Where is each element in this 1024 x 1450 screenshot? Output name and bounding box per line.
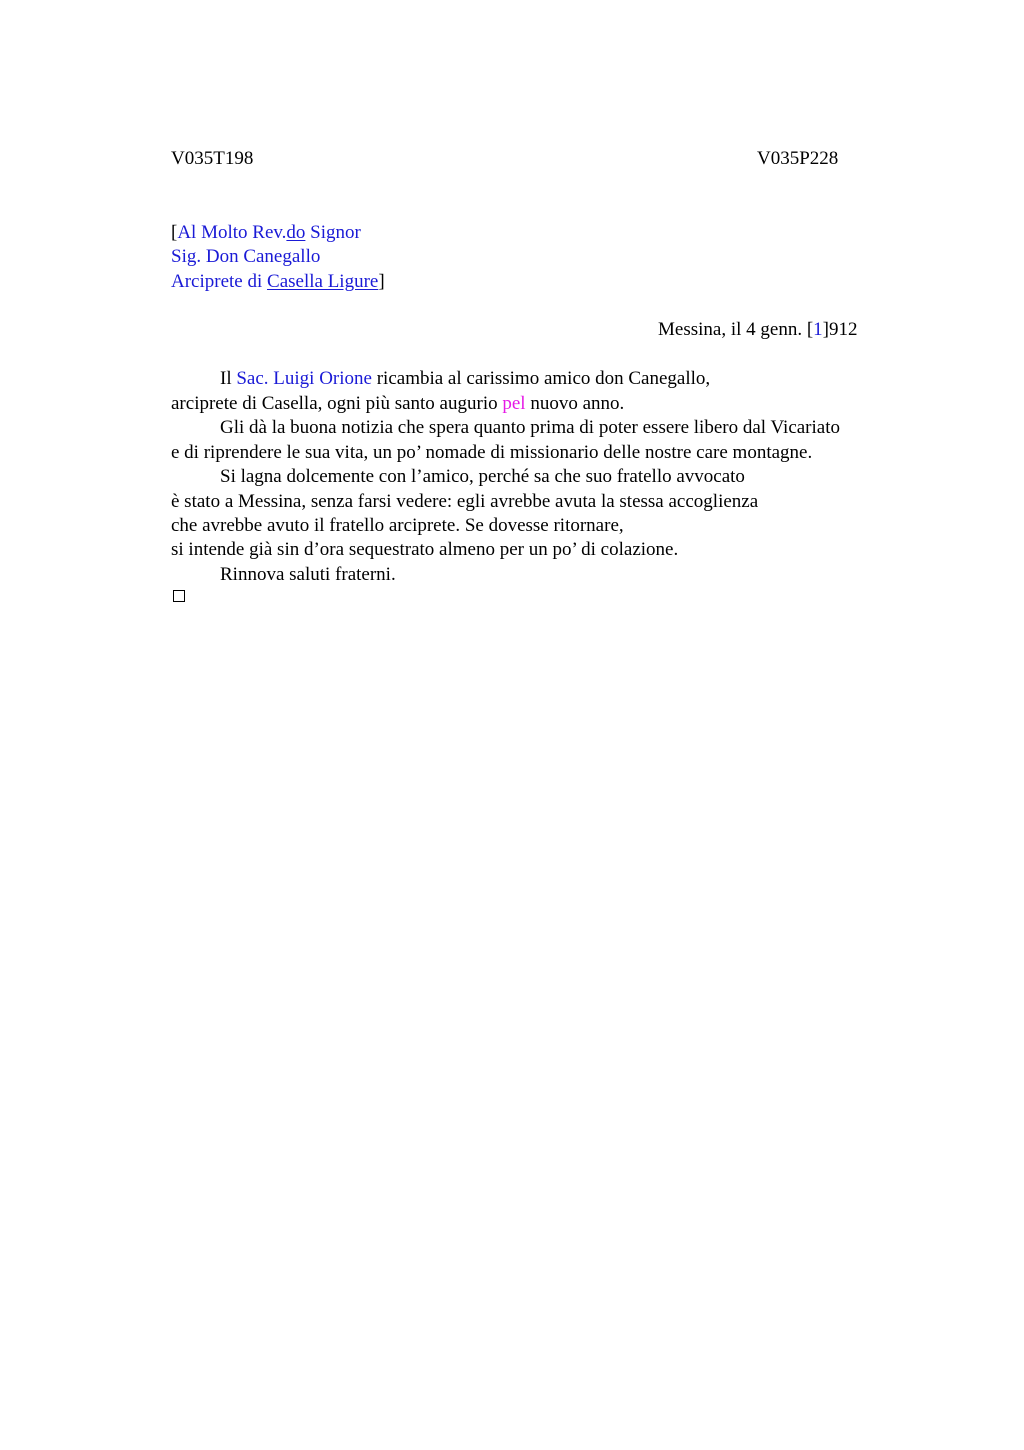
- body-p3-line1: Si lagna dolcemente con l’amico, perché sa che suo fratello avvocato: [220, 466, 745, 487]
- body-p3-line2: è stato a Messina, senza farsi vedere: egli avrebbe avuta la stessa accoglienza: [171, 491, 759, 512]
- body-p1-line2-a: arciprete di Casella, ogni più santo augurio: [171, 393, 503, 414]
- document-code-left: V035T198: [171, 148, 254, 169]
- address-line-1: [171, 223, 361, 242]
- body-p1-line2: [171, 394, 624, 413]
- address-close-bracket: ]: [378, 271, 385, 292]
- document-code-right: V035P228: [757, 148, 839, 169]
- body-p1-line2-c: nuovo anno.: [525, 393, 625, 414]
- body-p3-line3: che avrebbe avuto il fratello arciprete. Se dovesse ritornare,: [171, 515, 624, 536]
- address-abbrev-link[interactable]: do: [286, 222, 306, 243]
- body-highlight-pel: pel: [502, 393, 526, 414]
- address-line-2: Sig. Don Canegallo: [171, 246, 321, 267]
- end-box-icon: [173, 590, 185, 602]
- body-p1-il: Il: [220, 368, 237, 389]
- address-title: Al Molto Rev.: [177, 222, 287, 243]
- body-p4-line1: Rinnova saluti fraterni.: [220, 564, 396, 585]
- body-p2-line2: e di riprendere le sua vita, un po’ nomade di missionario delle nostre care montagne.: [171, 442, 813, 463]
- body-p1-line1: [220, 369, 710, 388]
- body-p1-rest: ricambia al carissimo amico don Canegallo,: [371, 368, 711, 389]
- dateline: [658, 320, 857, 339]
- address-line-3: [171, 272, 385, 291]
- address-arciprete: Arciprete di: [171, 271, 268, 292]
- dateline-text: Messina, il 4 genn. [: [658, 319, 814, 340]
- address-place-link[interactable]: Casella Ligure: [267, 271, 379, 292]
- body-p2-line1: Gli dà la buona notizia che spera quanto prima di poter essere libero dal Vicariato: [220, 417, 841, 438]
- dateline-year-rest: ]912: [822, 319, 858, 340]
- address-signor: Signor: [305, 222, 361, 243]
- address-open-bracket: [: [171, 222, 178, 243]
- body-p3-line4: si intende già sin d’ora sequestrato almeno per un po’ di colazione.: [171, 539, 679, 560]
- dateline-year-digit: 1: [813, 319, 823, 340]
- body-person-name: Sac. Luigi Orione: [236, 368, 372, 389]
